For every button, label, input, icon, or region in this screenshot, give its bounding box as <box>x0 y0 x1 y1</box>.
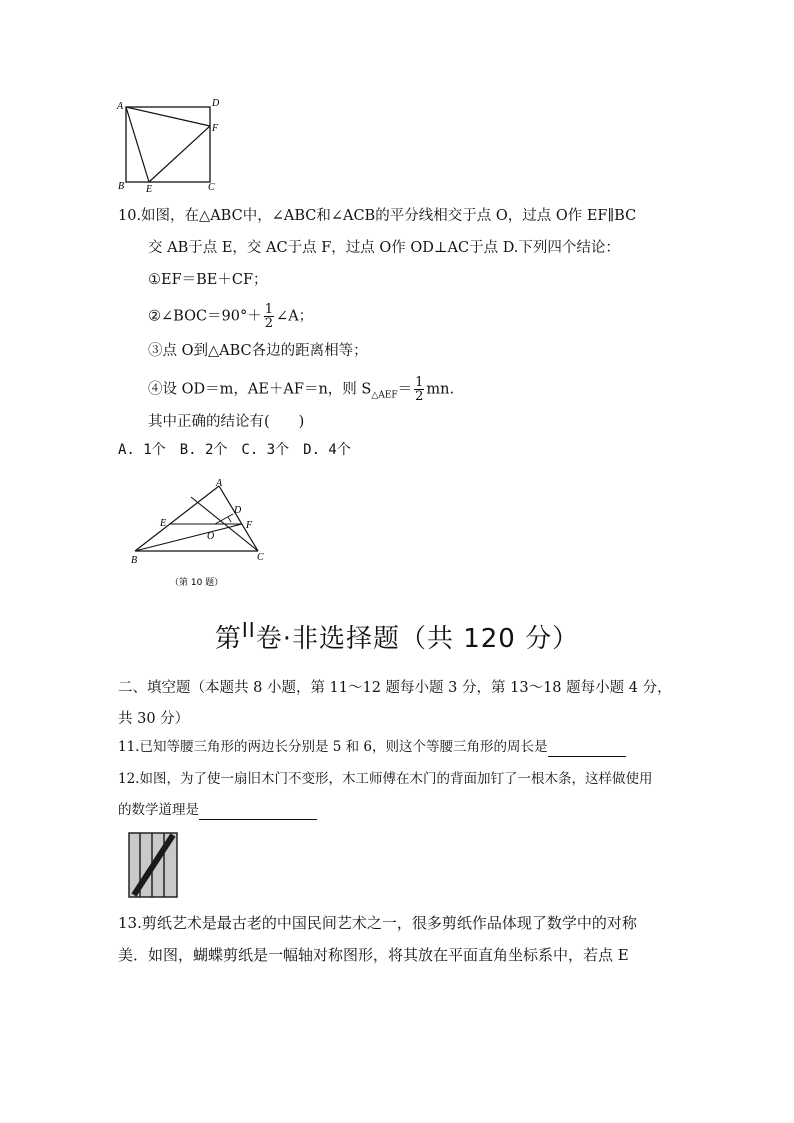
q12-line1: 12.如图，为了使一扇旧木门不变形，木工师傅在木门的背面加钉了一根木条，这样做使用 <box>118 771 653 787</box>
door-figure <box>128 832 178 898</box>
label-D: D <box>234 505 242 516</box>
q11 <box>118 737 626 757</box>
q10-c4-text: ④设 OD＝m，AE＋AF＝n，则 S <box>148 381 372 398</box>
section2-heading-line2: 共 30 分） <box>118 711 190 727</box>
label-O: O <box>207 531 215 542</box>
label-E: E <box>146 184 153 195</box>
label-F: F <box>246 520 253 531</box>
part-two-title <box>0 618 794 655</box>
label-A: A <box>216 478 223 489</box>
q10-conclusion-3: ③点 O到△ABC各边的距离相等； <box>148 343 368 359</box>
label-C: C <box>257 552 264 563</box>
q10-conclusion-4 <box>148 376 454 405</box>
q10-stem-line1: 10.如图，在△ABC中，∠ABC和∠ACB的平分线相交于点 O，过点 O作 EF∥BC <box>118 208 637 224</box>
q12-answer-blank[interactable] <box>199 803 317 820</box>
q10-conclusion-2 <box>148 303 313 330</box>
q10-c2-numerator: 1 <box>264 302 274 317</box>
q10-stem-line2: 交 AB于点 E，交 AC于点 F，过点 O作 OD⊥AC于点 D.下列四个结论： <box>148 240 620 256</box>
q10-c2-text: ②∠BOC＝90°＋ <box>148 308 262 325</box>
q12-line2 <box>118 800 317 820</box>
q10-question: 其中正确的结论有( ) <box>148 414 305 430</box>
figure-caption: （第 10 题） <box>170 578 224 588</box>
q10-c2-fraction <box>264 303 274 330</box>
part-two-roman: II <box>241 618 256 642</box>
q10-c4-fraction <box>414 376 424 403</box>
section2-heading-line1: 二、填空题（本题共 8 小题，第 11～12 题每小题 3 分，第 13～18 题每小题 4 分， <box>118 680 672 696</box>
label-F: F <box>212 123 219 134</box>
label-D: D <box>212 98 220 109</box>
label-B: B <box>118 181 125 192</box>
triangle-figure <box>125 474 285 594</box>
q10-c4-subscript: △AEF <box>371 390 398 401</box>
label-A: A <box>117 101 124 112</box>
q10-c4-numerator: 1 <box>415 375 424 390</box>
q10-c2-denominator: 2 <box>264 316 274 331</box>
q10-c4-denominator: 2 <box>415 389 424 404</box>
label-B: B <box>131 555 138 566</box>
q10-c4-eq: ＝ <box>397 381 413 398</box>
q10-c2-tail: ∠A； <box>276 308 314 325</box>
part-two-title-b: 卷·非选择题（共 120 分） <box>255 624 580 654</box>
part-two-title-a: 第 <box>214 624 242 654</box>
label-E: E <box>160 518 167 529</box>
q10-c4-tail: mn. <box>426 381 455 398</box>
q13-line1: 13.剪纸艺术是最古老的中国民间艺术之一，很多剪纸作品体现了数学中的对称 <box>118 914 637 932</box>
q10-conclusion-1: ①EF＝BE＋CF； <box>148 272 268 288</box>
q10-options: A. 1个 B. 2个 C. 3个 D. 4个 <box>118 442 351 458</box>
q12-text: 的数学道理是 <box>118 802 199 818</box>
q11-text: 11.已知等腰三角形的两边长分别是 5 和 6，则这个等腰三角形的周长是 <box>118 739 548 755</box>
q13-line2: 美．如图，蝴蝶剪纸是一幅轴对称图形，将其放在平面直角坐标系中，若点 E <box>118 946 629 964</box>
square-figure <box>112 95 227 195</box>
q11-answer-blank[interactable] <box>548 740 626 757</box>
label-C: C <box>208 182 215 193</box>
